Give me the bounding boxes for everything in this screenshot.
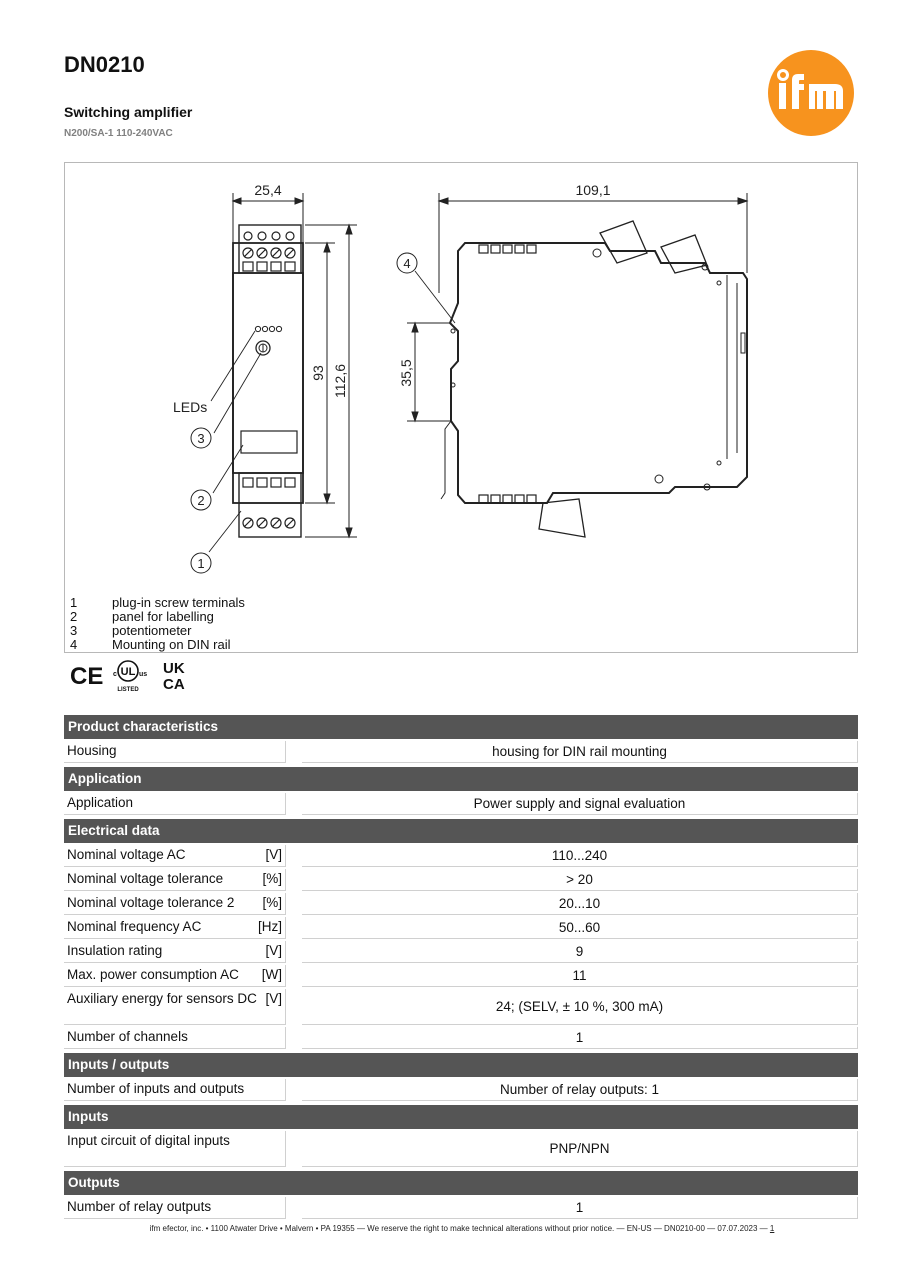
spec-unit (276, 1199, 282, 1218)
dim-width-side: 109,1 (575, 182, 611, 198)
spec-label-cell (64, 965, 286, 987)
spec-value: 11 (302, 965, 858, 987)
spec-label-cell (64, 845, 286, 867)
spec-row (64, 989, 858, 1025)
spec-label-cell (64, 941, 286, 963)
callout-3: 3 (197, 431, 205, 446)
section-header: Application (64, 767, 858, 791)
spec-label-cell (64, 1027, 286, 1049)
spec-label-cell (64, 1197, 286, 1219)
svg-text:UL: UL (120, 666, 136, 678)
spec-value: 50...60 (302, 917, 858, 939)
spec-label: Number of relay outputs (67, 1199, 212, 1214)
spec-label: Number of channels (67, 1029, 188, 1044)
spec-label-cell (64, 1131, 286, 1167)
spec-value: 9 (302, 941, 858, 963)
spec-row (64, 1197, 858, 1219)
legend-item: 1 plug-in screw terminals (70, 595, 245, 610)
callout-1: 1 (197, 556, 205, 571)
spec-unit: [W] (261, 967, 282, 982)
section-header: Inputs (64, 1105, 858, 1129)
product-subtitle: Switching amplifier (64, 104, 193, 120)
spec-label: Application (67, 795, 134, 810)
ukca-mark: UK (163, 660, 185, 677)
spec-label: Number of inputs and outputs (67, 1081, 245, 1096)
spec-row (64, 941, 858, 963)
spec-row (64, 917, 858, 939)
legend-item: 4 Mounting on DIN rail (70, 637, 231, 652)
spec-label: Nominal voltage tolerance (67, 871, 224, 886)
svg-text:c: c (113, 671, 117, 678)
spec-unit (276, 1133, 282, 1166)
legend-item: 3 potentiometer (70, 623, 192, 638)
spec-label: Insulation rating (67, 943, 163, 958)
dim-height-body: 93 (310, 365, 326, 381)
spec-unit: [V] (265, 847, 282, 862)
side-view (398, 182, 747, 537)
spec-label-cell (64, 741, 286, 763)
spec-value: > 20 (302, 869, 858, 891)
ifm-logo (768, 50, 854, 136)
spec-row (64, 1079, 858, 1101)
section-header: Electrical data (64, 819, 858, 843)
spec-value: 110...240 (302, 845, 858, 867)
spec-label: Max. power consumption AC (67, 967, 239, 982)
page-title: DN0210 (64, 52, 145, 77)
spec-unit: [V] (265, 991, 282, 1006)
spec-label-cell (64, 869, 286, 891)
spec-row (64, 1027, 858, 1049)
spec-unit: [%] (262, 895, 282, 910)
certification-marks (68, 658, 198, 696)
spec-value: Power supply and signal evaluation (302, 793, 858, 815)
spec-label: Nominal frequency AC (67, 919, 202, 934)
spec-value: PNP/NPN (302, 1131, 858, 1167)
product-variant: N200/SA-1 110-240VAC (64, 128, 173, 139)
spec-label: Nominal voltage AC (67, 847, 186, 862)
spec-value: 1 (302, 1027, 858, 1049)
spec-unit (276, 743, 282, 762)
svg-text:CA: CA (163, 676, 185, 693)
spec-label: Input circuit of digital inputs (67, 1133, 230, 1148)
section-header: Inputs / outputs (64, 1053, 858, 1077)
dim-height-total: 112,6 (332, 364, 348, 398)
spec-value: 24; (SELV, ± 10 %, 300 mA) (302, 989, 858, 1025)
dim-width-front: 25,4 (254, 182, 282, 198)
section-header: Outputs (64, 1171, 858, 1195)
spec-value: Number of relay outputs: 1 (302, 1079, 858, 1101)
dimension-drawing (64, 162, 858, 653)
spec-unit (276, 795, 282, 814)
spec-label: Nominal voltage tolerance 2 (67, 895, 235, 910)
spec-label-cell (64, 793, 286, 815)
spec-row (64, 869, 858, 891)
section-header: Product characteristics (64, 715, 858, 739)
footer: ifm efector, inc. • 1100 Atwater Drive • Malvern • PA 19355 — We reserve the right to make technical alterations without prior notice. — EN-US — DN0210-00 — 07.07.2023 — 1 (149, 1224, 775, 1233)
spec-label-cell (64, 917, 286, 939)
spec-row (64, 845, 858, 867)
spec-value: 20...10 (302, 893, 858, 915)
spec-unit (276, 1029, 282, 1048)
footer-link[interactable]: 1 (769, 1224, 775, 1233)
spec-row (64, 1131, 858, 1167)
spec-value: 1 (302, 1197, 858, 1219)
spec-unit (276, 1081, 282, 1100)
svg-text:LISTED: LISTED (117, 687, 139, 693)
spec-row (64, 965, 858, 987)
legend (70, 596, 245, 652)
legend-item: 2 panel for labelling (70, 609, 214, 624)
leds-label: LEDs (173, 399, 208, 415)
svg-text:us: us (139, 671, 148, 678)
spec-label-cell (64, 1079, 286, 1101)
spec-row (64, 741, 858, 763)
ce-mark: CE (70, 663, 104, 690)
dim-rail: 35,5 (398, 359, 414, 387)
spec-value: housing for DIN rail mounting (302, 741, 858, 763)
spec-row (64, 793, 858, 815)
data-sheet-table (64, 715, 858, 1223)
callout-4: 4 (403, 256, 411, 271)
spec-label-cell (64, 893, 286, 915)
callout-2: 2 (197, 493, 205, 508)
spec-label-cell (64, 989, 286, 1025)
spec-label: Auxiliary energy for sensors DC (67, 991, 257, 1006)
spec-unit: [Hz] (257, 919, 282, 934)
spec-label: Housing (67, 743, 117, 758)
spec-row (64, 893, 858, 915)
spec-unit: [%] (262, 871, 282, 886)
spec-unit: [V] (265, 943, 282, 958)
